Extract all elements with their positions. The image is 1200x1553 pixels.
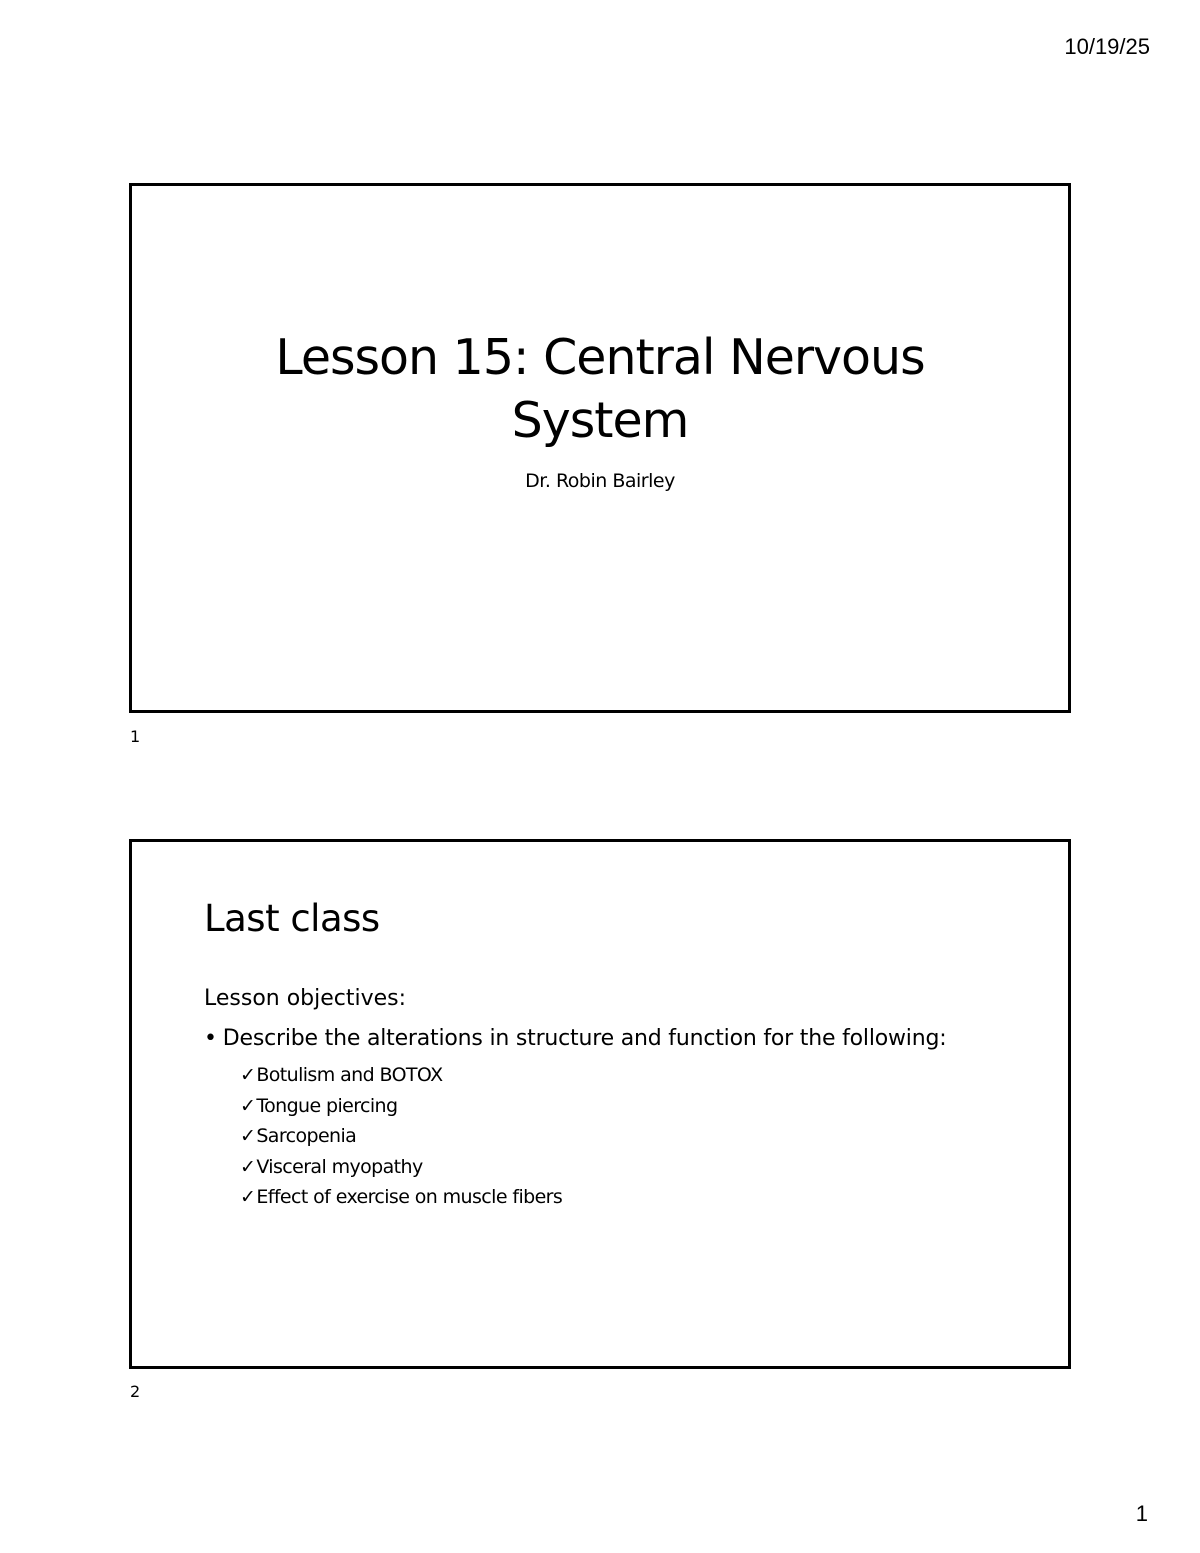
checkmark-icon: ✓ [240, 1155, 256, 1178]
slide-title [132, 326, 1068, 452]
bullet-item [204, 1026, 946, 1051]
objectives-label: Lesson objectives: [204, 986, 407, 1011]
slide-title-line-1: Lesson 15: Central Nervous [275, 329, 925, 386]
slide-title-line-2: System [511, 392, 689, 449]
checkmark-icon: ✓ [240, 1064, 256, 1086]
checklist-item [240, 1091, 562, 1122]
page-number: 1 [1135, 1501, 1148, 1526]
slide-subtitle-author: Dr. Robin Bairley [525, 470, 675, 492]
bullet-text: Describe the alterations in structure and function for the following: [222, 1026, 947, 1051]
checkmark-icon: ✓ [240, 1186, 256, 1208]
checklist-item-label: Effect of exercise on muscle fibers [256, 1186, 563, 1208]
checklist-item [240, 1060, 562, 1091]
checklist-item-label: Tongue piercing [256, 1094, 398, 1117]
bullet-marker: • [204, 1026, 217, 1051]
checklist-item [240, 1182, 562, 1213]
slide-2 [129, 839, 1071, 1369]
checkmark-icon: ✓ [240, 1125, 256, 1147]
objectives-checklist [240, 1060, 562, 1213]
checklist-item [240, 1152, 562, 1183]
slide-title: Last class [204, 897, 380, 940]
print-date: 10/19/25 [1064, 34, 1150, 59]
slide-number-2: 2 [130, 1382, 141, 1401]
checklist-item [240, 1121, 562, 1152]
checklist-item-label: Visceral myopathy [256, 1155, 423, 1178]
checkmark-icon: ✓ [240, 1094, 256, 1117]
slide-1 [129, 183, 1071, 713]
checklist-item-label: Botulism and BOTOX [256, 1064, 443, 1086]
slide-number-1: 1 [130, 727, 141, 746]
checklist-item-label: Sarcopenia [256, 1125, 357, 1147]
